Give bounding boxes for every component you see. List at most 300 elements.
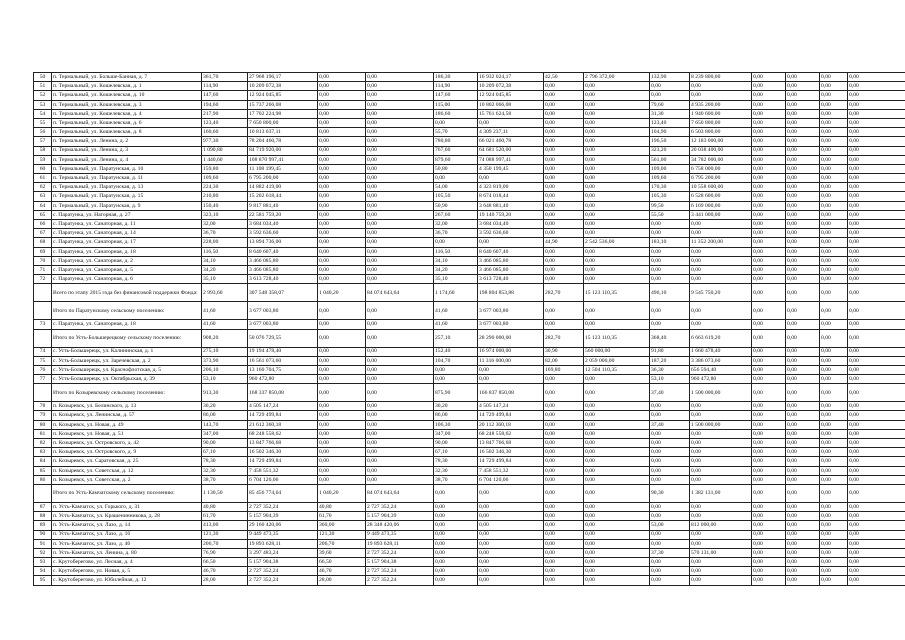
value-cell: 0,00: [820, 210, 848, 219]
value-cell: 0,00: [752, 192, 786, 201]
value-cell: 41,60: [202, 320, 248, 329]
value-cell: 0,00: [848, 457, 905, 466]
value-cell: 0,00: [786, 567, 820, 576]
value-cell: 0,00: [848, 439, 905, 448]
value-cell: 0,00: [544, 82, 584, 91]
value-cell: 0,00: [544, 429, 584, 438]
value-cell: 0,00: [752, 229, 786, 238]
value-cell: 0,00: [752, 284, 786, 302]
value-cell: 0,00: [848, 73, 905, 82]
value-cell: 50,90: [434, 201, 478, 210]
value-cell: 0,00: [650, 82, 690, 91]
housing-register-table: [33, 72, 905, 586]
value-cell: 0,00: [690, 220, 752, 229]
value-cell: 21 612 360,18: [248, 420, 318, 429]
value-cell: 0,00: [848, 384, 905, 402]
value-cell: 1 040,20: [318, 484, 366, 502]
value-cell: 0,00: [848, 302, 905, 320]
value-cell: 0,00: [820, 448, 848, 457]
value-cell: 0,00: [650, 402, 690, 411]
value-cell: 28,00: [202, 576, 248, 585]
value-cell: 0,00: [366, 256, 434, 265]
address-cell: с. Крутоберегово, ул. Юбилейная, д. 12: [52, 576, 202, 585]
value-cell: 496,10: [650, 284, 690, 302]
value-cell: 0,00: [752, 576, 786, 585]
value-cell: 0,00: [820, 466, 848, 475]
value-cell: 37,40: [650, 384, 690, 402]
subtotal-label: Итого по Паратунскому сельскому поселению:: [52, 302, 202, 320]
value-cell: 0,00: [786, 539, 820, 548]
value-cell: 0,00: [752, 548, 786, 557]
value-cell: 0,00: [650, 530, 690, 539]
row-number: 86: [34, 475, 52, 484]
value-cell: 3 592 636,60: [248, 229, 318, 238]
table-row: [34, 201, 905, 210]
value-cell: 0,00: [650, 448, 690, 457]
value-cell: 0,00: [544, 530, 584, 539]
table-row: [34, 275, 905, 284]
value-cell: 3 592 636,60: [478, 229, 544, 238]
value-cell: 0,00: [650, 475, 690, 484]
value-cell: 0,00: [544, 548, 584, 557]
value-cell: 0,00: [478, 238, 544, 247]
value-cell: 0,00: [584, 457, 650, 466]
value-cell: 86,00: [202, 411, 248, 420]
value-cell: 0,00: [848, 411, 905, 420]
value-cell: 0,00: [650, 457, 690, 466]
value-cell: 114,90: [202, 82, 248, 91]
value-cell: 30,90: [544, 347, 584, 356]
row-number: 73: [34, 320, 52, 329]
value-cell: 0,00: [650, 512, 690, 521]
value-cell: 0,00: [318, 247, 366, 256]
value-cell: 4 323 819,00: [478, 183, 544, 192]
table-row: [34, 411, 905, 420]
value-cell: 0,00: [544, 484, 584, 502]
value-cell: 0,00: [650, 558, 690, 567]
value-cell: 0,00: [318, 229, 366, 238]
table-row: [34, 137, 905, 146]
value-cell: 32,30: [434, 466, 478, 475]
value-cell: 31,30: [650, 109, 690, 118]
value-cell: 0,00: [786, 256, 820, 265]
value-cell: 0,00: [848, 192, 905, 201]
value-cell: 0,00: [434, 521, 478, 530]
value-cell: 0,00: [820, 174, 848, 183]
address-cell: п. Термальный, ул. Паратунская, д. 15: [52, 192, 202, 201]
value-cell: 0,00: [318, 420, 366, 429]
value-cell: 2 727 352,24: [248, 576, 318, 585]
value-cell: 0,00: [366, 320, 434, 329]
value-cell: 0,00: [544, 137, 584, 146]
value-cell: 0,00: [786, 375, 820, 384]
value-cell: 20 112 360,18: [478, 420, 544, 429]
value-cell: 0,00: [820, 439, 848, 448]
value-cell: 0,00: [786, 220, 820, 229]
value-cell: 19 893 628,11: [366, 539, 434, 548]
value-cell: 79,60: [650, 100, 690, 109]
address-cell: п. Термальный, ул. Паратунская, д. 13: [52, 183, 202, 192]
value-cell: 0,00: [434, 502, 478, 511]
row-number: 70: [34, 256, 52, 265]
value-cell: 0,00: [752, 402, 786, 411]
value-cell: 347,00: [434, 429, 478, 438]
address-cell: с. Паратунка, ул. Санаторная, д. 14: [52, 229, 202, 238]
value-cell: 0,00: [318, 466, 366, 475]
value-cell: 0,00: [650, 91, 690, 100]
value-cell: 0,00: [544, 146, 584, 155]
value-cell: 0,00: [366, 109, 434, 118]
value-cell: 0,00: [820, 420, 848, 429]
table-row: [34, 100, 905, 109]
value-cell: 0,00: [752, 356, 786, 365]
value-cell: 41,60: [202, 302, 248, 320]
value-cell: 12 924 045,85: [248, 91, 318, 100]
table-row: [34, 220, 905, 229]
value-cell: 32,30: [202, 466, 248, 475]
value-cell: 0,00: [318, 183, 366, 192]
value-cell: 0,00: [366, 302, 434, 320]
value-cell: 0,00: [544, 558, 584, 567]
value-cell: 4 935 200,00: [690, 100, 752, 109]
value-cell: 0,00: [544, 247, 584, 256]
value-cell: 0,00: [318, 91, 366, 100]
value-cell: 0,00: [786, 420, 820, 429]
value-cell: 61,70: [318, 512, 366, 521]
value-cell: 22 581 759,20: [248, 210, 318, 219]
address-cell: п. Термальный, ул. Кошелевская, д. 10: [52, 91, 202, 100]
value-cell: 13 847 766,68: [478, 439, 544, 448]
value-cell: 0,00: [434, 118, 478, 127]
register-sheet: [33, 72, 869, 586]
value-cell: 15 202 618,44: [248, 192, 318, 201]
row-number: 54: [34, 109, 52, 118]
value-cell: 0,00: [752, 329, 786, 347]
value-cell: 1 500 000,00: [690, 384, 752, 402]
value-cell: 368,40: [650, 329, 690, 347]
value-cell: 0,00: [544, 457, 584, 466]
address-cell: п. Термальный, ул. Паратунская, д. 10: [52, 164, 202, 173]
value-cell: 0,00: [848, 548, 905, 557]
value-cell: 0,00: [434, 238, 478, 247]
value-cell: 6 704 120,06: [248, 475, 318, 484]
table-row: [34, 502, 905, 511]
value-cell: 3 677 003,80: [248, 302, 318, 320]
value-cell: 0,00: [434, 539, 478, 548]
value-cell: 0,00: [820, 548, 848, 557]
address-cell: п. Козыревск, ул. Новая, д. 51: [52, 429, 202, 438]
value-cell: 0,00: [848, 164, 905, 173]
value-cell: 0,00: [752, 466, 786, 475]
value-cell: 0,00: [366, 384, 434, 402]
address-cell: с. Усть-Большерецк, ул. Калининская, д. 1: [52, 347, 202, 356]
address-cell: п. Термальный, ул. Кошелевская, д. 6: [52, 118, 202, 127]
row-number: 84: [34, 457, 52, 466]
value-cell: 0,00: [584, 265, 650, 274]
value-cell: 4 350 199,45: [478, 164, 544, 173]
value-cell: 0,00: [318, 448, 366, 457]
value-cell: 0,00: [786, 192, 820, 201]
value-cell: 875,90: [434, 384, 478, 402]
value-cell: 16 561 073,60: [248, 356, 318, 365]
value-cell: 0,00: [478, 530, 544, 539]
value-cell: 0,00: [786, 475, 820, 484]
value-cell: 0,00: [650, 411, 690, 420]
value-cell: 0,00: [820, 247, 848, 256]
value-cell: 10 813 037,11: [248, 128, 318, 137]
value-cell: 0,00: [848, 365, 905, 374]
value-cell: 54,00: [434, 183, 478, 192]
value-cell: 0,00: [478, 576, 544, 585]
value-cell: 0,00: [820, 375, 848, 384]
table-row: [34, 192, 905, 201]
value-cell: 3 466 085,80: [248, 265, 318, 274]
value-cell: 14 882 419,00: [248, 183, 318, 192]
value-cell: 0,00: [848, 420, 905, 429]
value-cell: 40,80: [202, 502, 248, 511]
value-cell: 0,00: [584, 118, 650, 127]
value-cell: 116,50: [202, 247, 248, 256]
value-cell: 0,00: [820, 402, 848, 411]
address-cell: п. Усть-Камчатск, ул. Лазо, д. 14: [52, 521, 202, 530]
value-cell: 194,60: [202, 100, 248, 109]
value-cell: 2 542 536,00: [584, 238, 650, 247]
value-cell: 104,90: [650, 128, 690, 137]
subtotal-row: [34, 284, 905, 302]
value-cell: 55,70: [434, 128, 478, 137]
row-number: 52: [34, 91, 52, 100]
table-row: [34, 73, 905, 82]
value-cell: 413,00: [202, 521, 248, 530]
value-cell: 35,10: [202, 275, 248, 284]
value-cell: 109,00: [650, 164, 690, 173]
value-cell: 0,00: [544, 539, 584, 548]
value-cell: 10 558 600,00: [690, 183, 752, 192]
value-cell: 0,00: [848, 475, 905, 484]
row-number: 76: [34, 365, 52, 374]
value-cell: 86,00: [434, 411, 478, 420]
value-cell: 3 386 073,60: [690, 356, 752, 365]
table-row: [34, 174, 905, 183]
value-cell: 0,00: [366, 192, 434, 201]
value-cell: 30,20: [202, 402, 248, 411]
value-cell: 40,80: [318, 502, 366, 511]
value-cell: 66 021 460,78: [478, 137, 544, 146]
address-cell: п. Термальный, ул. Ленина, д. 3: [52, 146, 202, 155]
value-cell: 0,00: [318, 457, 366, 466]
value-cell: 0,00: [786, 284, 820, 302]
value-cell: 0,00: [318, 174, 366, 183]
value-cell: 0,00: [786, 210, 820, 219]
row-number: 66: [34, 220, 52, 229]
address-cell: п. Козыревск, ул. Островского, д. 9: [52, 448, 202, 457]
value-cell: 109,60: [202, 174, 248, 183]
value-cell: 0,00: [786, 365, 820, 374]
value-cell: 0,00: [786, 502, 820, 511]
value-cell: 3 684 034,40: [478, 220, 544, 229]
value-cell: 5 157 904,39: [248, 512, 318, 521]
table-row: [34, 146, 905, 155]
value-cell: 0,00: [366, 439, 434, 448]
value-cell: 0,00: [752, 429, 786, 438]
value-cell: 36,70: [434, 229, 478, 238]
value-cell: 104,70: [434, 356, 478, 365]
address-cell: п. Термальный, ул. Кошелевская, д. 8: [52, 128, 202, 137]
row-number: [34, 302, 52, 320]
value-cell: 170,30: [650, 183, 690, 192]
value-cell: 0,00: [366, 128, 434, 137]
value-cell: 0,00: [366, 466, 434, 475]
value-cell: 275,10: [202, 347, 248, 356]
value-cell: 0,00: [848, 109, 905, 118]
value-cell: 0,00: [366, 91, 434, 100]
value-cell: 0,00: [820, 100, 848, 109]
table-row: [34, 429, 905, 438]
value-cell: 11 108 199,45: [248, 164, 318, 173]
value-cell: 0,00: [820, 558, 848, 567]
value-cell: 109,60: [650, 174, 690, 183]
value-cell: 0,00: [544, 576, 584, 585]
value-cell: 6 758 000,00: [690, 164, 752, 173]
value-cell: 0,00: [820, 91, 848, 100]
value-cell: 15 123 110,35: [584, 284, 650, 302]
value-cell: 960 472,80: [248, 375, 318, 384]
value-cell: 561,00: [650, 155, 690, 164]
value-cell: 7 650 800,00: [690, 118, 752, 127]
value-cell: 0,00: [786, 174, 820, 183]
value-cell: 0,00: [584, 155, 650, 164]
value-cell: 0,00: [820, 530, 848, 539]
value-cell: 0,00: [690, 91, 752, 100]
value-cell: 323,20: [650, 146, 690, 155]
value-cell: 0,00: [752, 365, 786, 374]
address-cell: с. Паратунка, ул. Санаторная, д. 11: [52, 220, 202, 229]
value-cell: 150,40: [202, 201, 248, 210]
subtotal-label: Итого по Усть-Большерецкому сельскому поселению:: [52, 329, 202, 347]
value-cell: 168 337 850,08: [248, 384, 318, 402]
value-cell: 0,00: [318, 265, 366, 274]
value-cell: 3 297 483,24: [248, 548, 318, 557]
value-cell: 977,30: [202, 137, 248, 146]
value-cell: 0,00: [786, 265, 820, 274]
row-number: 82: [34, 439, 52, 448]
value-cell: 0,00: [752, 567, 786, 576]
subtotal-label: Итого по Усть-Камчатскому сельскому поселению:: [52, 484, 202, 502]
value-cell: 210,80: [202, 192, 248, 201]
value-cell: 8 640 607,40: [478, 247, 544, 256]
value-cell: 123,40: [650, 118, 690, 127]
value-cell: 0,00: [584, 210, 650, 219]
value-cell: 0,00: [820, 118, 848, 127]
value-cell: 0,00: [478, 484, 544, 502]
value-cell: 0,00: [690, 247, 752, 256]
value-cell: 0,00: [584, 320, 650, 329]
address-cell: п. Козыревск, ул. Новая, д. 49: [52, 420, 202, 429]
row-number: 68: [34, 238, 52, 247]
value-cell: 0,00: [434, 530, 478, 539]
value-cell: 0,00: [584, 137, 650, 146]
value-cell: 0,00: [786, 320, 820, 329]
value-cell: 3 648 881,40: [478, 201, 544, 210]
value-cell: 0,00: [366, 275, 434, 284]
table-row: [34, 420, 905, 429]
value-cell: 3 684 034,40: [248, 220, 318, 229]
value-cell: 0,00: [690, 530, 752, 539]
subtotal-row: [34, 329, 905, 347]
value-cell: 0,00: [786, 329, 820, 347]
value-cell: 0,00: [544, 567, 584, 576]
value-cell: 0,00: [366, 375, 434, 384]
value-cell: 66,50: [202, 558, 248, 567]
value-cell: 0,00: [478, 174, 544, 183]
value-cell: 0,00: [786, 411, 820, 420]
table-row: [34, 475, 905, 484]
value-cell: 0,00: [434, 567, 478, 576]
value-cell: 0,00: [650, 229, 690, 238]
value-cell: 0,00: [848, 429, 905, 438]
value-cell: 0,00: [544, 375, 584, 384]
value-cell: 0,00: [752, 320, 786, 329]
value-cell: 0,00: [690, 558, 752, 567]
value-cell: 32,00: [202, 220, 248, 229]
value-cell: 0,00: [752, 411, 786, 420]
value-cell: 0,00: [318, 82, 366, 91]
value-cell: 90,00: [202, 439, 248, 448]
value-cell: 0,00: [848, 448, 905, 457]
value-cell: 0,00: [318, 73, 366, 82]
value-cell: 570 131,00: [690, 548, 752, 557]
value-cell: 0,00: [544, 521, 584, 530]
value-cell: 0,00: [366, 118, 434, 127]
value-cell: 0,00: [820, 356, 848, 365]
value-cell: 0,00: [820, 128, 848, 137]
value-cell: 0,00: [366, 420, 434, 429]
value-cell: 0,00: [650, 429, 690, 438]
value-cell: 0,00: [690, 502, 752, 511]
value-cell: 121,30: [202, 530, 248, 539]
value-cell: 0,00: [544, 302, 584, 320]
value-cell: 282,70: [544, 329, 584, 347]
value-cell: 7 458 551,32: [248, 466, 318, 475]
value-cell: 8 674 018,44: [478, 192, 544, 201]
value-cell: 0,00: [318, 146, 366, 155]
value-cell: 0,00: [820, 384, 848, 402]
value-cell: 20 038 400,00: [690, 146, 752, 155]
value-cell: 0,00: [820, 567, 848, 576]
value-cell: 0,00: [752, 201, 786, 210]
value-cell: 0,00: [786, 429, 820, 438]
value-cell: 67,10: [434, 448, 478, 457]
value-cell: 0,00: [544, 402, 584, 411]
value-cell: 0,00: [820, 284, 848, 302]
value-cell: 0,00: [848, 466, 905, 475]
value-cell: 0,00: [820, 502, 848, 511]
value-cell: 108 870 997,41: [248, 155, 318, 164]
address-cell: с. Паратунка, ул. Нагорная, д. 27: [52, 210, 202, 219]
value-cell: 0,00: [584, 439, 650, 448]
value-cell: 0,00: [584, 247, 650, 256]
row-number: 93: [34, 558, 52, 567]
value-cell: 8 239 800,00: [690, 73, 752, 82]
value-cell: 0,00: [752, 109, 786, 118]
value-cell: 3 677 003,80: [478, 320, 544, 329]
value-cell: 13 847 766,68: [248, 439, 318, 448]
value-cell: 39,60: [318, 548, 366, 557]
value-cell: 16 974 000,00: [478, 347, 544, 356]
value-cell: 0,00: [752, 174, 786, 183]
value-cell: 68 248 558,62: [478, 429, 544, 438]
value-cell: 0,00: [318, 220, 366, 229]
